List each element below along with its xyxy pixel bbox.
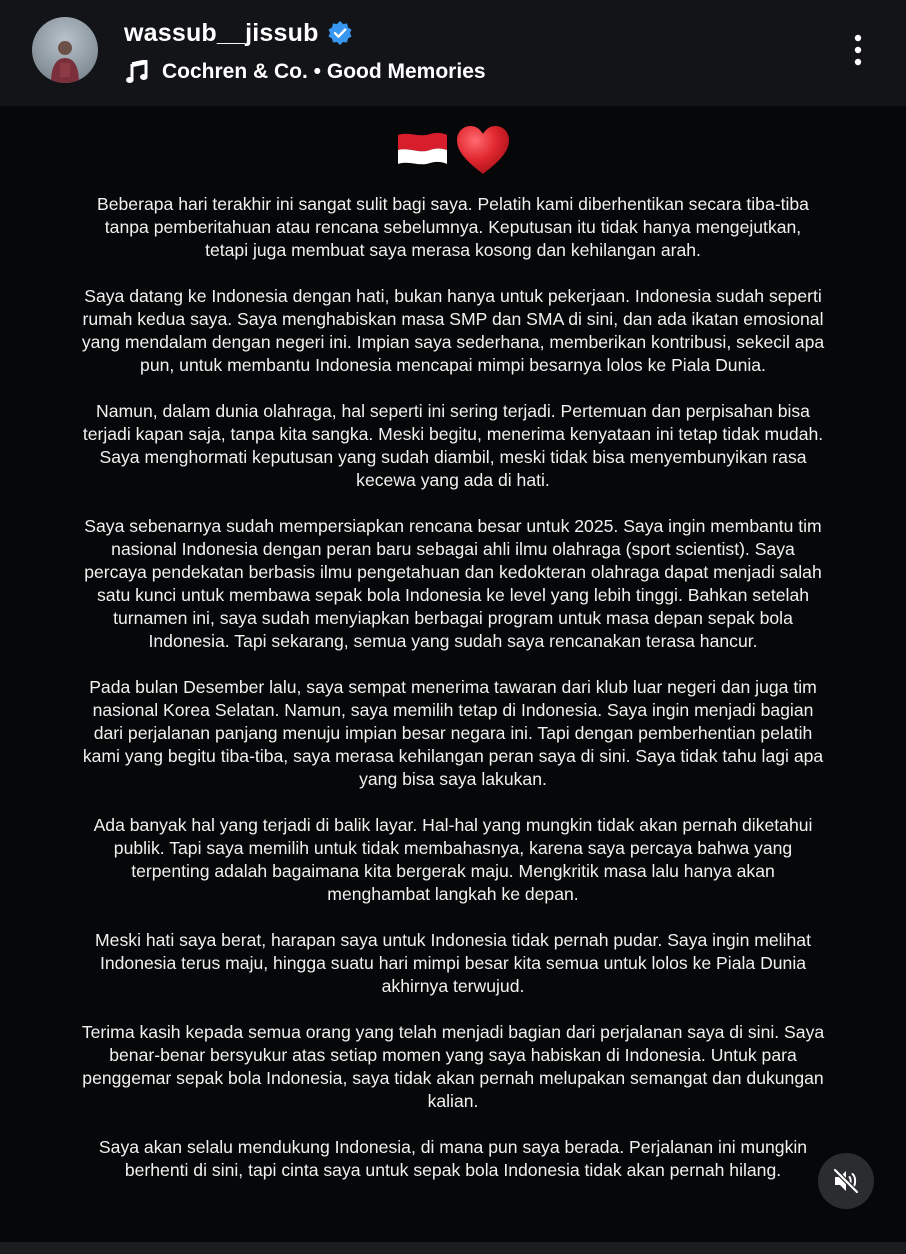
speaker-muted-icon bbox=[832, 1167, 860, 1195]
caption-paragraph: Saya akan selalu mendukung Indonesia, di mana pun saya berada. Perjalanan ini mungkin berhenti di sini, tapi cinta saya untuk sepak bola Indonesia tidak akan pernah hilang. bbox=[98, 1137, 808, 1180]
indonesia-flag-icon bbox=[395, 131, 449, 169]
caption-paragraph: Namun, dalam dunia olahraga, hal seperti ini sering terjadi. Pertemuan dan perpisahan bisa terjadi kapan saja, tanpa kita sangka. Meski begitu, menerima kenyataan ini tetap tidak mudah. Saya menghormati keputusan yang sudah diambil, meski tidak bisa menyembunyikan rasa kecewa yang ada di hati. bbox=[82, 401, 824, 490]
caption-paragraph: Saya datang ke Indonesia dengan hati, bukan hanya untuk pekerjaan. Indonesia sudah seperti rumah kedua saya. Saya menghabiskan masa SMP dan SMA di sini, dan ada ikatan emosional yang mendalam dengan negeri ini. Impian saya sederhana, memberikan kontribusi, sekecil apa pun, untuk membantu Indonesia mencapai mimpi besarnya lolos ke Piala Dunia. bbox=[81, 286, 825, 375]
caption-paragraph: Pada bulan Desember lalu, saya sempat menerima tawaran dari klub luar negeri dan juga tim nasional Korea Selatan. Namun, saya memilih tetap di Indonesia. Saya ingin menjadi bagian dari perjalanan panjang menuju impian besar negara ini. Tapi dengan pemberhentian pelatih kami yang begitu tiba-tiba, saya merasa kehilangan peran saya di sini. Saya tidak tahu lagi apa yang bisa saya lakukan. bbox=[82, 677, 824, 789]
music-row[interactable] bbox=[126, 56, 486, 88]
avatar[interactable] bbox=[32, 17, 98, 83]
post-header bbox=[0, 0, 906, 106]
post-caption bbox=[24, 193, 882, 1205]
verified-badge-icon bbox=[327, 20, 353, 46]
music-note-icon bbox=[126, 60, 148, 84]
avatar-person-icon bbox=[48, 39, 82, 83]
music-track-label: Cochren & Co. • Good Memories bbox=[162, 60, 486, 83]
more-vertical-icon[interactable] bbox=[846, 32, 870, 72]
username[interactable]: wassub__jissub bbox=[124, 18, 319, 47]
caption-paragraph: Meski hati saya berat, harapan saya untuk Indonesia tidak pernah pudar. Saya ingin melihat Indonesia terus maju, hingga suatu hari mimpi besar kita semua untuk lolos ke Piala Dunia akhirnya terwujud. bbox=[95, 930, 811, 996]
caption-paragraph: Saya sebenarnya sudah mempersiapkan rencana besar untuk 2025. Saya ingin membantu tim nasional Indonesia dengan peran baru sebagai ahli ilmu olahraga (sport scientist). Saya percaya pendekatan berbasis ilmu pengetahuan dan kedokteran olahraga dapat menjadi salah satu kunci untuk membawa sepak bola Indonesia ke level yang lebih tinggi. Bahkan setelah turnamen ini, saya sudah menyiapkan berbagai program untuk masa depan sepak bola Indonesia. Tapi sekarang, semua yang sudah saya rencanakan terasa hancur. bbox=[84, 516, 822, 651]
mute-button[interactable] bbox=[818, 1153, 874, 1209]
emoji-row bbox=[0, 118, 906, 182]
caption-paragraph: Beberapa hari terakhir ini sangat sulit bagi saya. Pelatih kami diberhentikan secara tiba-tiba tanpa pemberitahuan atau rencana sebelumnya. Keputusan itu tidak hanya mengejutkan, tetapi juga membuat saya merasa kosong dan kehilangan arah. bbox=[97, 194, 809, 260]
caption-paragraph: Ada banyak hal yang terjadi di balik layar. Hal-hal yang mungkin tidak akan pernah diketahui publik. Tapi saya memilih untuk tidak membahasnya, karena saya percaya bahwa yang terpenting adalah bagaimana kita bergerak maju. Mengkritik masa lalu hanya akan menghambat langkah ke depan. bbox=[93, 815, 813, 904]
red-heart-icon bbox=[455, 124, 511, 176]
username-row bbox=[124, 16, 353, 50]
bottom-edge bbox=[0, 1242, 906, 1254]
caption-paragraph: Terima kasih kepada semua orang yang telah menjadi bagian dari perjalanan saya di sini. Saya benar-benar bersyukur atas setiap momen yang saya habiskan di Indonesia. Untuk para penggemar sepak bola Indonesia, saya tidak akan pernah melupakan semangat dan dukungan kalian. bbox=[81, 1022, 825, 1111]
